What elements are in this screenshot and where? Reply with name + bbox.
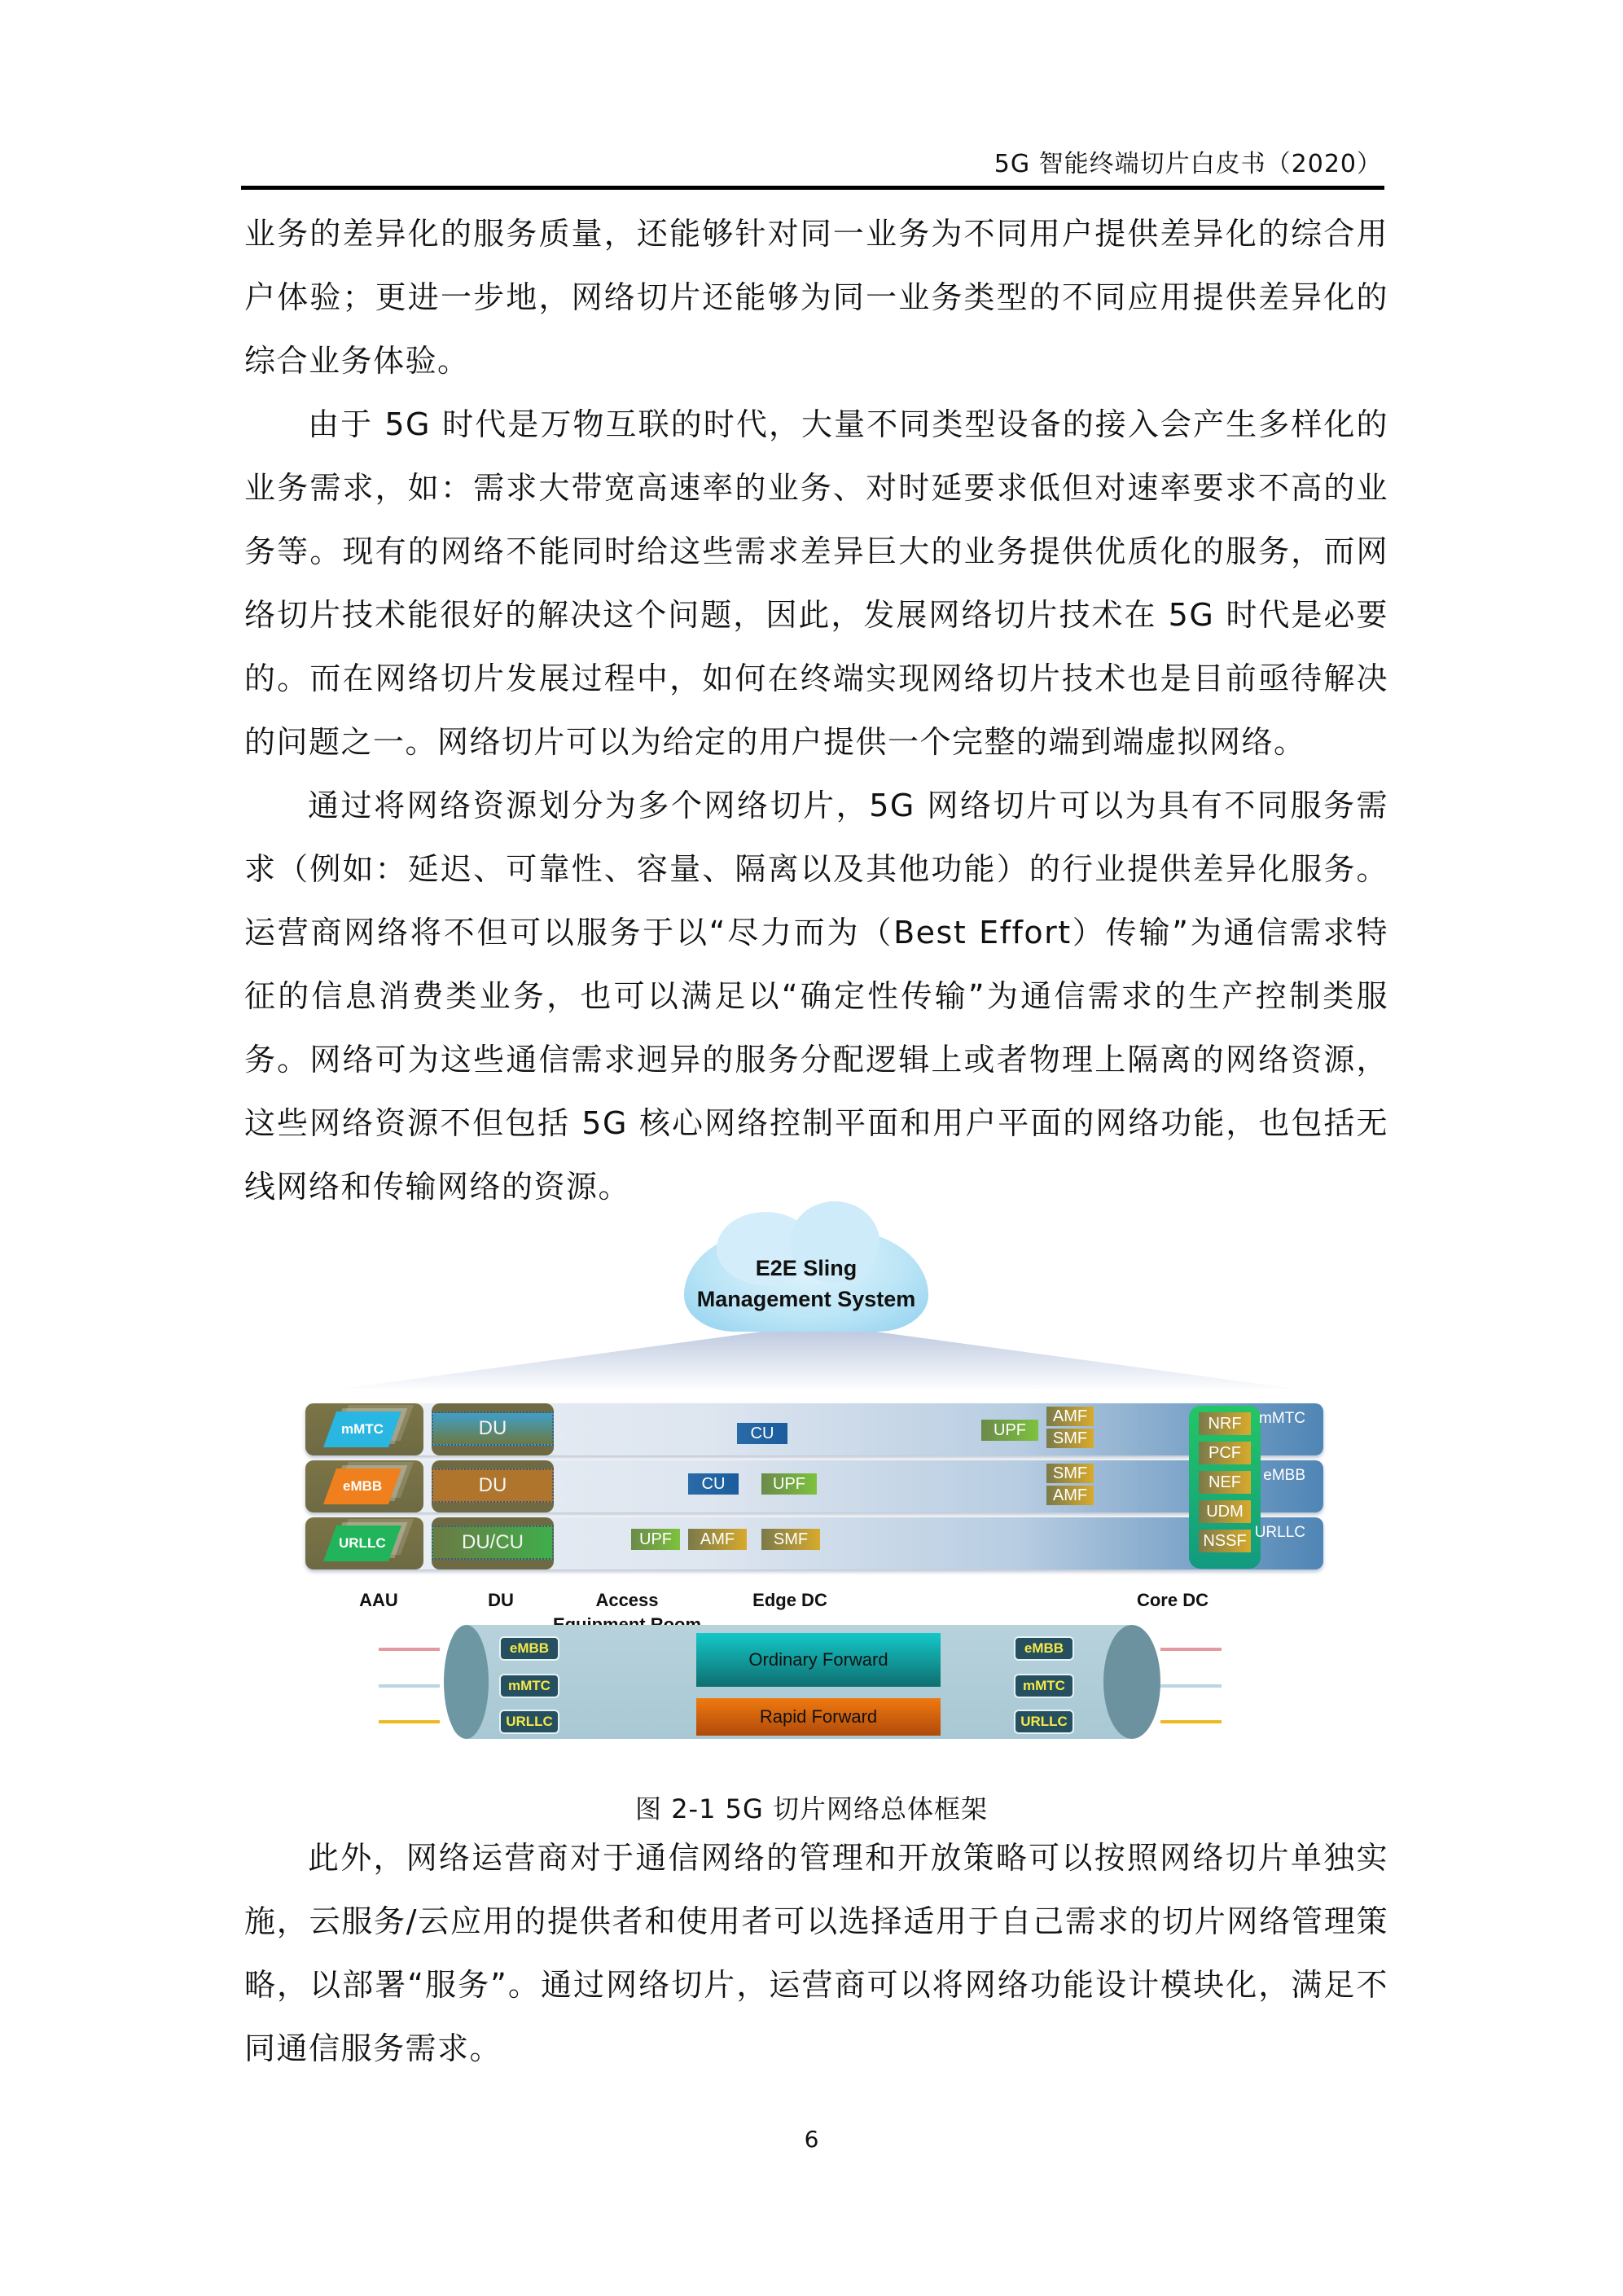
band-label: URLLC	[1254, 1524, 1305, 1541]
slice-card-urllc: URLLC	[323, 1526, 401, 1561]
slice-bands	[305, 1403, 1323, 1570]
paragraph: 此外，网络运营商对于通信网络的管理和开放策略可以按照网络切片单独实施，云服务/云应用的提供者和使用者可以选择适用于自己需求的切片网络管理策略，以部署“服务”。通过网络切片，运营商可以将网络功能设计模块化，满足不同通信服务需求。	[244, 1840, 1388, 2066]
nf-amf: AMF	[688, 1529, 747, 1550]
nf-amf: AMF	[1046, 1407, 1094, 1426]
aau-cell	[305, 1517, 423, 1569]
nf-amf: AMF	[1046, 1486, 1094, 1505]
nf-udm: UDM	[1199, 1500, 1251, 1523]
pipe-end	[1103, 1625, 1160, 1739]
nf-cu: CU	[688, 1473, 739, 1495]
band-label: eMBB	[1263, 1467, 1305, 1484]
nf-upf: UPF	[981, 1420, 1038, 1441]
page-number: 6	[804, 2126, 819, 2153]
du-box: DU	[432, 1411, 554, 1446]
ordinary-forward-block: Ordinary Forward	[696, 1633, 941, 1687]
management-cloud	[684, 1230, 928, 1332]
transport-slot-urllc: URLLC	[499, 1710, 559, 1734]
column-label-edge-dc: Edge DC	[752, 1590, 827, 1610]
paragraph: 通过将网络资源划分为多个网络切片，5G 网络切片可以为具有不同服务需求（例如：延迟、可靠性、容量、隔离以及其他功能）的行业提供差异化服务。运营商网络将不但可以服务于以“尽力而为（Best Effort）传输”为通信需求特征的信息消费类业务，也可以满足以“确定性传输”为通信需求的生产控制类服务。网络可为这些通信需求迥异的服务分配逻辑上或者物理上隔离的网络资源，这些网络资源不但包括 5G 核心网络控制平面和用户平面的网络功能，也包括无线网络和传输网络的资源。	[244, 788, 1388, 1205]
figure-5g-slice-network-framework	[293, 1222, 1344, 1776]
nf-smf: SMF	[761, 1529, 820, 1550]
body-text-bottom	[244, 1826, 1388, 2080]
fiber-line	[379, 1684, 440, 1688]
column-label-aau: AAU	[359, 1590, 398, 1610]
nf-upf: UPF	[631, 1529, 680, 1550]
fiber-line	[379, 1648, 440, 1651]
fiber-line	[1160, 1648, 1222, 1651]
running-header-title: 5G 智能终端切片白皮书（2020）	[994, 150, 1382, 178]
rapid-forward-block: Rapid Forward	[696, 1698, 941, 1736]
column-label-access: Access	[595, 1590, 659, 1610]
nf-nssf: NSSF	[1199, 1530, 1251, 1552]
transport-slot-urllc: URLLC	[1014, 1710, 1074, 1734]
slice-card-embb: eMBB	[323, 1468, 401, 1504]
cloud-title: E2E Sling Management System	[696, 1256, 916, 1311]
band-label: mMTC	[1259, 1410, 1305, 1427]
transport-pipe	[379, 1617, 1291, 1755]
paragraph: 由于 5G 时代是万物互联的时代，大量不同类型设备的接入会产生多样化的业务需求，如：需求大带宽高速率的业务、对时延要求低但对速率要求不高的业务等。现有的网络不能同时给这些需求差异巨大的业务提供优质化的服务，而网络切片技术能很好的解决这个问题，因此，发展网络切片技术在 5G 时代是必要的。而在网络切片发展过程中，如何在终端实现网络切片技术也是目前亟待解决的问题之一。网络切片可以为给定的用户提供一个完整的端到端虚拟网络。	[244, 406, 1388, 760]
du-cell	[432, 1460, 554, 1512]
transport-slot-mmtc: mMTC	[1014, 1674, 1074, 1698]
nf-nrf: NRF	[1199, 1412, 1251, 1435]
header-rule	[241, 186, 1384, 190]
transport-slot-embb: eMBB	[499, 1636, 559, 1661]
fiber-line	[1160, 1720, 1222, 1723]
pipe-end	[444, 1625, 489, 1739]
transport-slot-embb: eMBB	[1014, 1636, 1074, 1661]
aau-cell	[305, 1403, 423, 1455]
nf-cu: CU	[737, 1423, 787, 1444]
nf-smf: SMF	[1046, 1464, 1094, 1483]
transport-slot-mmtc: mMTC	[499, 1674, 559, 1698]
fiber-line	[1160, 1684, 1222, 1688]
du-cell	[432, 1403, 554, 1455]
aau-cell	[305, 1460, 423, 1512]
slice-card-mmtc: mMTC	[323, 1411, 401, 1447]
nf-nef: NEF	[1199, 1471, 1251, 1494]
du-box: DU	[432, 1468, 554, 1503]
fiber-line	[379, 1720, 440, 1723]
du-cu-box: DU/CU	[432, 1526, 554, 1560]
nf-smf: SMF	[1046, 1429, 1094, 1448]
du-cell	[432, 1517, 554, 1569]
nf-pcf: PCF	[1199, 1442, 1251, 1464]
nf-upf: UPF	[761, 1473, 817, 1495]
column-label-core-dc: Core DC	[1136, 1590, 1208, 1610]
column-label-du: DU	[488, 1590, 514, 1610]
body-text-top	[244, 202, 1388, 1218]
core-shared-nf-group	[1189, 1406, 1261, 1569]
paragraph: 业务的差异化的服务质量，还能够针对同一业务为不同用户提供差异化的综合用户体验；更进一步地，网络切片还能够为同一业务类型的不同应用提供差异化的综合业务体验。	[244, 216, 1388, 379]
management-beam	[342, 1332, 1295, 1389]
figure-caption: 图 2-1 5G 切片网络总体框架	[635, 1793, 988, 1824]
